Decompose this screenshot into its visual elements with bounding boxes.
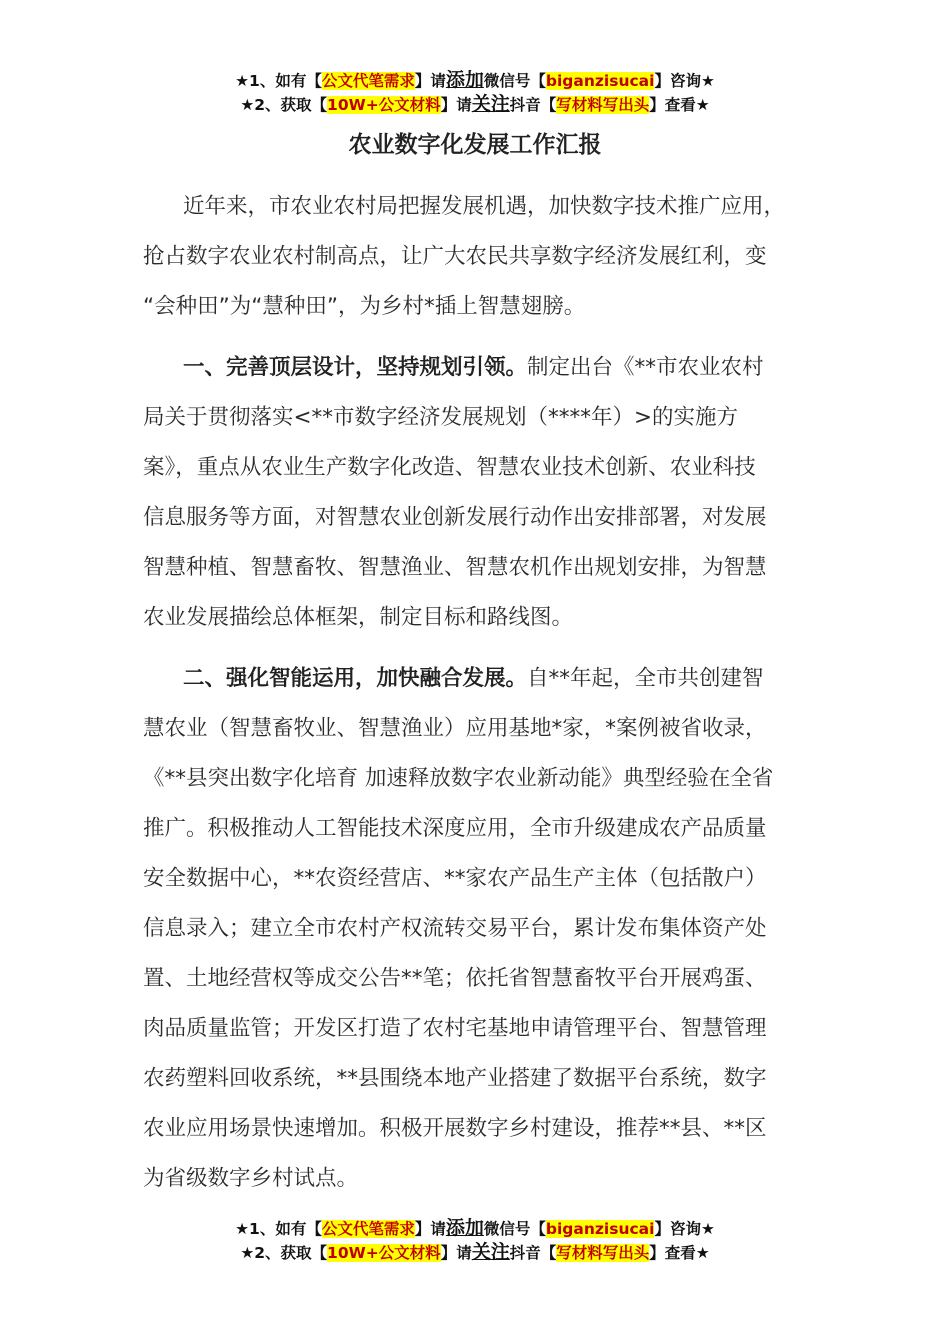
promo-emphasis: 关注 — [471, 93, 510, 115]
text-line: 抢占数字农业农村制高点，让广大农民共享数字经济发展红利，变 — [143, 244, 767, 269]
promo-text: 】查看★ — [649, 96, 710, 114]
promo-highlight: 10W+公文材料 — [327, 96, 441, 114]
document-title: 农业数字化发展工作汇报 — [348, 132, 602, 158]
promo-wechat-id: biganzisucai — [545, 1220, 655, 1238]
text-line: 智慧种植、智慧畜牧、智慧渔业、智慧农机作出规划安排，为智慧 — [143, 555, 767, 580]
text-line: 肉品质量监管；开发区打造了农村宅基地申请管理平台、智慧管理 — [143, 1016, 767, 1041]
text-line: 安全数据中心，**农资经营店、**家农产品生产主体（包括散户） — [143, 866, 767, 891]
promo-text: 】请 — [414, 72, 446, 90]
promo-emphasis: 添加 — [445, 1217, 484, 1239]
promo-emphasis: 添加 — [445, 69, 484, 91]
text-line: 信息录入；建立全市农村产权流转交易平台，累计发布集体资产处 — [143, 916, 767, 941]
promo-banner-top — [0, 69, 950, 117]
text-run: 自**年起，全市共创建智 — [527, 666, 764, 691]
text-line — [143, 343, 833, 393]
promo-banner-bottom — [0, 1217, 950, 1265]
promo-wechat-id: biganzisucai — [545, 72, 655, 90]
section-2-paragraph — [143, 654, 833, 1204]
section-1-paragraph — [143, 343, 833, 643]
promo-emphasis: 关注 — [471, 1241, 510, 1263]
section-heading-1: 一、完善顶层设计，坚持规划引领。 — [183, 355, 528, 380]
intro-paragraph — [143, 182, 833, 332]
promo-line-1 — [0, 1217, 950, 1241]
text-line: 近年来，市农业农村局把握发展机遇，加快数字技术推广应用， — [183, 194, 786, 219]
promo-text: 抖音【 — [509, 1244, 557, 1262]
promo-text: ★1、如有【 — [235, 72, 322, 90]
text-line: 农业发展描绘总体框架，制定目标和路线图。 — [143, 605, 574, 630]
text-line: 《**县突出数字化培育 加速释放数字农业新动能》典型经验在全省 — [143, 766, 774, 791]
text-line: 置、土地经营权等成交公告**笔；依托省智慧畜牧平台开展鸡蛋、 — [143, 966, 767, 991]
promo-line-2 — [0, 1241, 950, 1265]
promo-text: 】请 — [414, 1220, 446, 1238]
promo-highlight: 10W+公文材料 — [327, 1244, 441, 1262]
text-line: 推广。积极推动人工智能技术深度应用，全市升级建成农产品质量 — [143, 816, 767, 841]
text-line: 为省级数字乡村试点。 — [143, 1166, 359, 1191]
promo-text: ★1、如有【 — [235, 1220, 322, 1238]
text-line: 案》，重点从农业生产数字化改造、智慧农业技术创新、农业科技 — [143, 455, 756, 480]
text-line: 局关于贯彻落实<**市数字经济发展规划（****年）>的实施方 — [143, 405, 739, 430]
text-line: 信息服务等方面，对智慧农业创新发展行动作出安排部署，对发展 — [143, 505, 767, 530]
text-line — [143, 654, 833, 704]
promo-text: 】咨询★ — [654, 72, 715, 90]
promo-text: 微信号【 — [483, 72, 546, 90]
text-line: 农业应用场景快速增加。积极开展数字乡村建设，推荐**县、**区 — [143, 1116, 767, 1141]
text-line: 慧农业（智慧畜牧业、智慧渔业）应用基地*家，*案例被省收录， — [143, 716, 767, 741]
promo-text: 抖音【 — [509, 96, 557, 114]
promo-text: 微信号【 — [483, 1220, 546, 1238]
text-line: 农药塑料回收系统，**县围绕本地产业搭建了数据平台系统，数字 — [143, 1066, 767, 1091]
promo-text: ★2、获取【 — [240, 96, 328, 114]
promo-text: ★2、获取【 — [240, 1244, 328, 1262]
text-line: “会种田”为“慧种田”，为乡村*插上智慧翅膀。 — [143, 294, 586, 319]
promo-highlight: 公文代笔需求 — [321, 72, 415, 90]
text-run: 制定出台《**市农业农村 — [527, 355, 764, 380]
promo-text: 】咨询★ — [654, 1220, 715, 1238]
promo-text: 】请 — [440, 96, 472, 114]
promo-text: 】请 — [440, 1244, 472, 1262]
section-heading-2: 二、强化智能运用，加快融合发展。 — [183, 666, 528, 691]
promo-douyin-id: 写材料写出头 — [556, 1244, 650, 1262]
promo-highlight: 公文代笔需求 — [321, 1220, 415, 1238]
promo-douyin-id: 写材料写出头 — [556, 96, 650, 114]
promo-line-1 — [0, 69, 950, 93]
promo-line-2 — [0, 93, 950, 117]
promo-text: 】查看★ — [649, 1244, 710, 1262]
